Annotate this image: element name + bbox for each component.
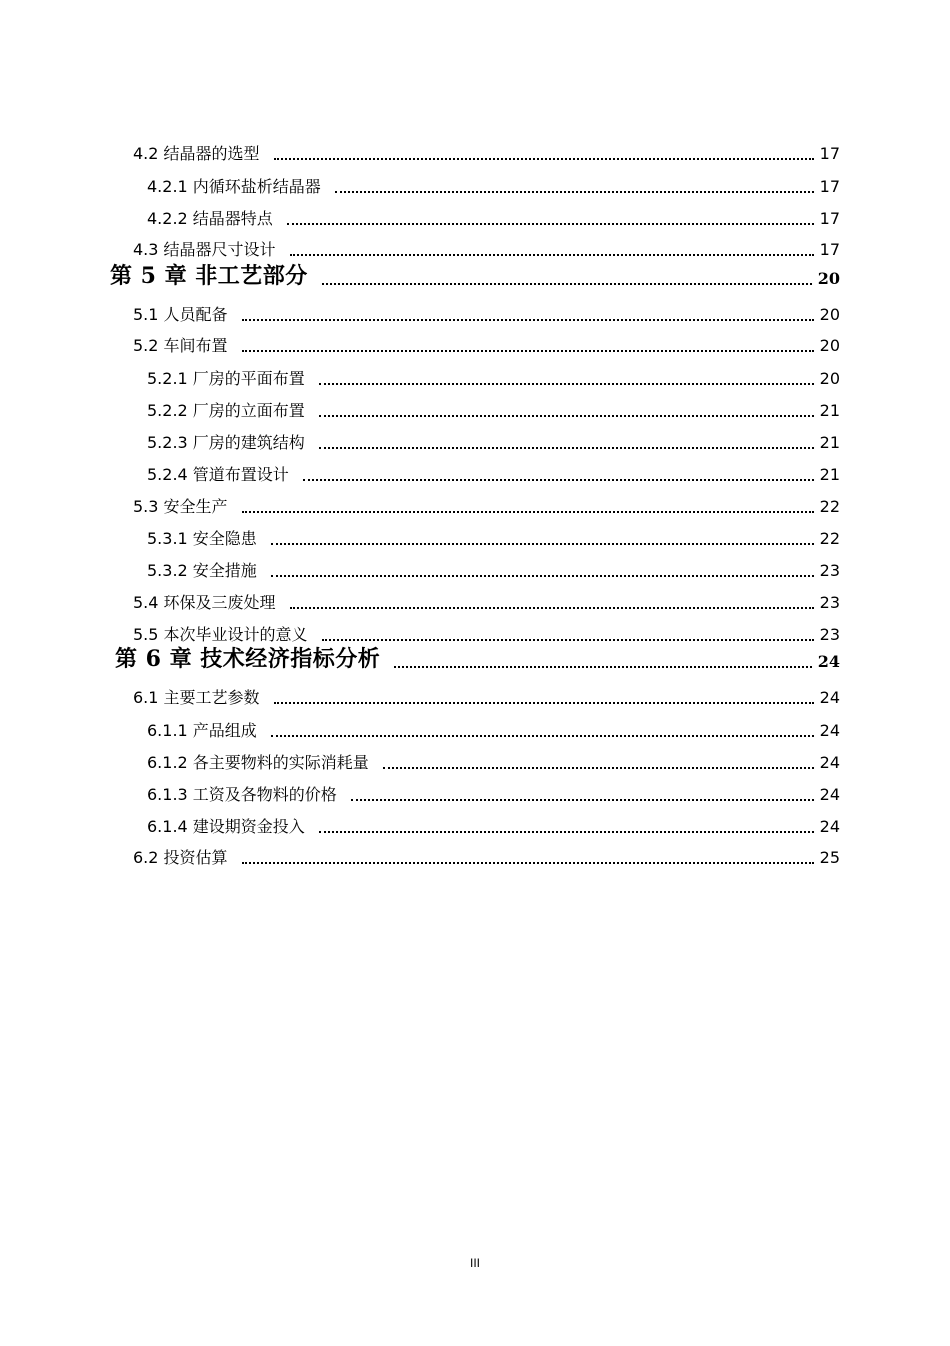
toc-entry-4-2-1[interactable] bbox=[147, 179, 840, 195]
toc-entry-5-3-1[interactable] bbox=[147, 531, 840, 547]
toc-entry-4-2[interactable] bbox=[133, 146, 840, 162]
toc-dot-leader bbox=[303, 473, 814, 483]
toc-dot-leader bbox=[319, 441, 814, 451]
toc-entry-title: 4.2 结晶器的选型 bbox=[133, 144, 260, 163]
toc-dot-leader bbox=[290, 601, 814, 611]
toc-chapter-5[interactable] bbox=[110, 265, 840, 287]
toc-entry-5-2-2[interactable] bbox=[147, 403, 840, 419]
toc-entry-title: 5.2 车间布置 bbox=[133, 336, 228, 355]
toc-entry-page: 17 bbox=[819, 177, 840, 196]
toc-entry-title: 5.3 安全生产 bbox=[133, 497, 228, 516]
toc-dot-leader bbox=[242, 505, 814, 515]
toc-dot-leader bbox=[319, 377, 814, 387]
toc-dot-leader bbox=[351, 793, 814, 803]
toc-dot-leader bbox=[319, 409, 814, 419]
toc-dot-leader bbox=[322, 277, 812, 287]
toc-chapter-6[interactable] bbox=[115, 648, 840, 670]
toc-entry-title: 5.2.1 厂房的平面布置 bbox=[147, 369, 305, 388]
toc-entry-page: 21 bbox=[819, 433, 840, 452]
toc-entry-title: 5.2.4 管道布置设计 bbox=[147, 465, 289, 484]
toc-chapter-title: 第 5 章 非工艺部分 bbox=[110, 263, 308, 289]
toc-dot-leader bbox=[271, 729, 814, 739]
toc-dot-leader bbox=[271, 537, 814, 547]
toc-entry-page: 21 bbox=[819, 401, 840, 420]
toc-entry-6-1-1[interactable] bbox=[147, 723, 840, 739]
toc-entry-title: 6.2 投资估算 bbox=[133, 848, 228, 867]
toc-entry-page: 17 bbox=[819, 144, 840, 163]
page-number: III bbox=[469, 1256, 480, 1270]
toc-entry-page: 20 bbox=[819, 305, 840, 324]
toc-entry-title: 5.5 本次毕业设计的意义 bbox=[133, 625, 308, 644]
toc-entry-5-4[interactable] bbox=[133, 595, 840, 611]
toc-dot-leader bbox=[242, 856, 814, 866]
toc-entry-page: 22 bbox=[819, 529, 840, 548]
toc-entry-title: 6.1.4 建设期资金投入 bbox=[147, 817, 305, 836]
toc-entry-page: 24 bbox=[819, 721, 840, 740]
toc-entry-title: 5.2.3 厂房的建筑结构 bbox=[147, 433, 305, 452]
toc-entry-title: 6.1 主要工艺参数 bbox=[133, 688, 260, 707]
toc-entry-6-1[interactable] bbox=[133, 690, 840, 706]
toc-dot-leader bbox=[322, 633, 814, 643]
toc-entry-page: 20 bbox=[817, 269, 840, 288]
toc-dot-leader bbox=[274, 152, 814, 162]
toc-entry-page: 24 bbox=[819, 688, 840, 707]
toc-entry-5-3-2[interactable] bbox=[147, 563, 840, 579]
toc-entry-5-2-4[interactable] bbox=[147, 467, 840, 483]
toc-entry-page: 20 bbox=[819, 369, 840, 388]
toc-entry-5-5[interactable] bbox=[133, 627, 840, 643]
toc-entry-5-3[interactable] bbox=[133, 499, 840, 515]
toc-entry-page: 20 bbox=[819, 336, 840, 355]
toc-entry-5-1[interactable] bbox=[133, 307, 840, 323]
toc-entry-6-2[interactable] bbox=[133, 850, 840, 866]
toc-entry-title: 4.2.1 内循环盐析结晶器 bbox=[147, 177, 321, 196]
toc-entry-4-3[interactable] bbox=[133, 242, 840, 258]
toc-entry-page: 17 bbox=[819, 209, 840, 228]
toc-entry-5-2[interactable] bbox=[133, 338, 840, 354]
toc-entry-5-2-3[interactable] bbox=[147, 435, 840, 451]
toc-dot-leader bbox=[290, 248, 814, 258]
toc-entry-title: 5.3.1 安全隐患 bbox=[147, 529, 257, 548]
toc-chapter-title: 第 6 章 技术经济指标分析 bbox=[115, 646, 381, 672]
toc-dot-leader bbox=[271, 569, 814, 579]
toc-entry-title: 5.1 人员配备 bbox=[133, 305, 228, 324]
toc-dot-leader bbox=[242, 313, 814, 323]
toc-entry-title: 4.2.2 结晶器特点 bbox=[147, 209, 273, 228]
toc-dot-leader bbox=[319, 825, 814, 835]
toc-entry-title: 5.2.2 厂房的立面布置 bbox=[147, 401, 305, 420]
toc-entry-page: 22 bbox=[819, 497, 840, 516]
toc-entry-5-2-1[interactable] bbox=[147, 371, 840, 387]
toc-entry-6-1-2[interactable] bbox=[147, 755, 840, 771]
toc-dot-leader bbox=[242, 344, 814, 354]
toc-entry-title: 6.1.1 产品组成 bbox=[147, 721, 257, 740]
toc-entry-title: 5.4 环保及三废处理 bbox=[133, 593, 276, 612]
toc-entry-title: 6.1.3 工资及各物料的价格 bbox=[147, 785, 337, 804]
toc-entry-page: 21 bbox=[819, 465, 840, 484]
toc-entry-4-2-2[interactable] bbox=[147, 211, 840, 227]
toc-entry-title: 6.1.2 各主要物料的实际消耗量 bbox=[147, 753, 369, 772]
toc-dot-leader bbox=[274, 696, 814, 706]
toc-entry-6-1-4[interactable] bbox=[147, 819, 840, 835]
toc-entry-6-1-3[interactable] bbox=[147, 787, 840, 803]
toc-entry-page: 23 bbox=[819, 561, 840, 580]
toc-entry-page: 23 bbox=[819, 593, 840, 612]
toc-entry-page: 25 bbox=[819, 848, 840, 867]
toc-entry-page: 24 bbox=[819, 817, 840, 836]
toc-entry-page: 24 bbox=[819, 753, 840, 772]
toc-dot-leader bbox=[335, 185, 814, 195]
toc-dot-leader bbox=[287, 217, 814, 227]
toc-entry-page: 17 bbox=[819, 240, 840, 259]
toc-entry-title: 5.3.2 安全措施 bbox=[147, 561, 257, 580]
toc-entry-title: 4.3 结晶器尺寸设计 bbox=[133, 240, 276, 259]
toc-dot-leader bbox=[394, 660, 811, 670]
toc-entry-page: 24 bbox=[817, 652, 840, 671]
toc-entry-page: 23 bbox=[819, 625, 840, 644]
toc-dot-leader bbox=[383, 761, 814, 771]
toc-entry-page: 24 bbox=[819, 785, 840, 804]
